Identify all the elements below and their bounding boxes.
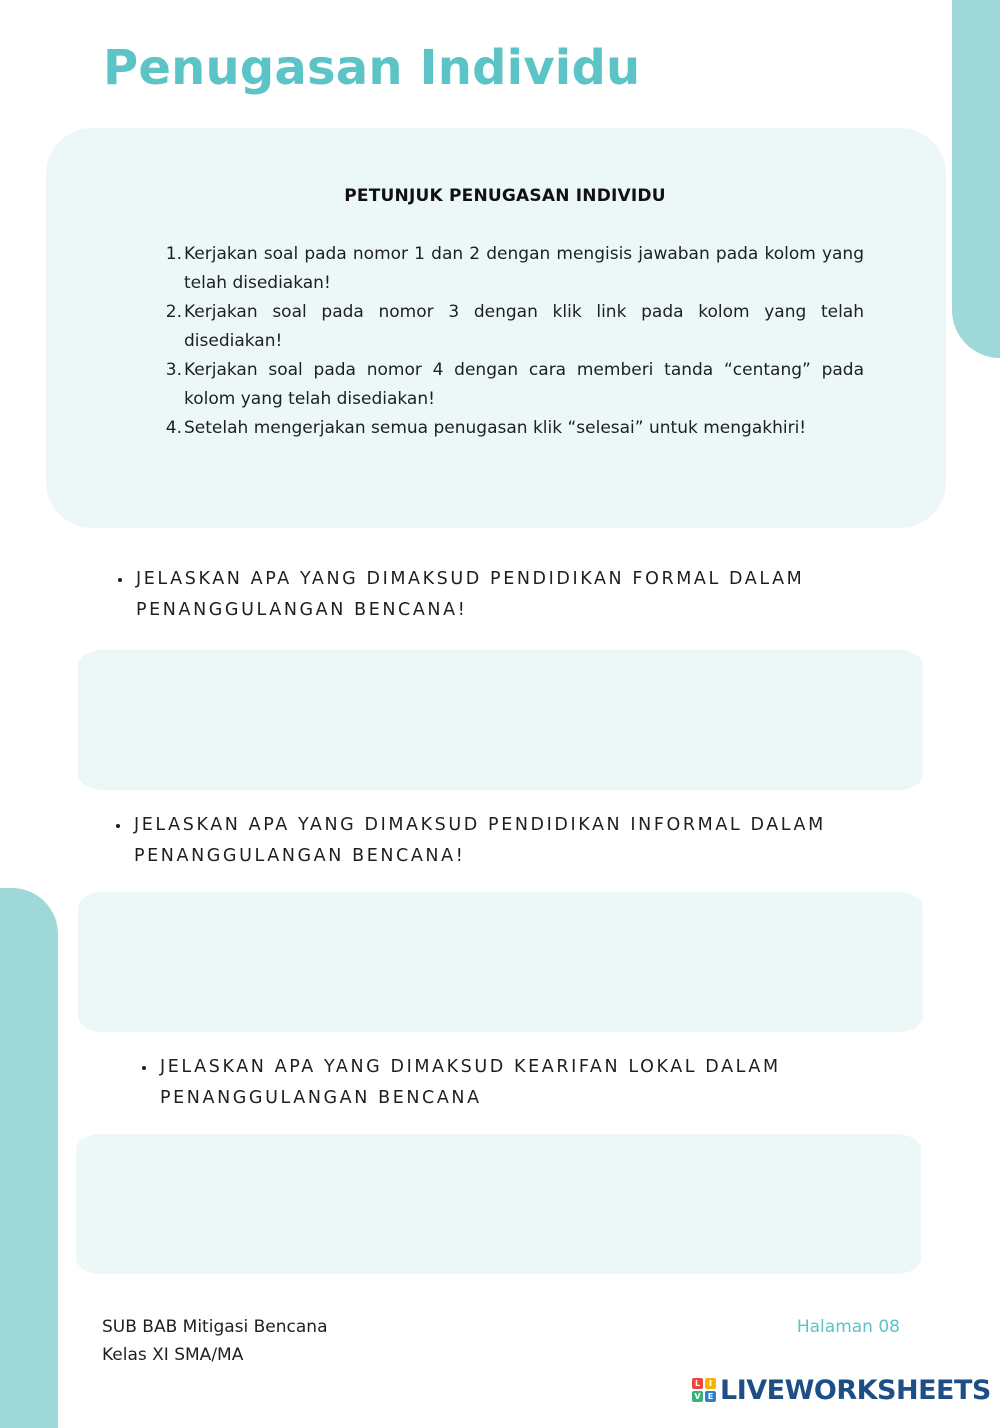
instruction-text: Kerjakan soal pada nomor 4 dengan cara memberi tanda “centang” pada kolom yang telah disediakan! xyxy=(184,360,864,409)
footer-info xyxy=(102,1313,327,1369)
question-item xyxy=(114,810,826,872)
liveworksheets-icon xyxy=(692,1378,716,1402)
logo-letter: L xyxy=(692,1378,703,1389)
instruction-number: 3. xyxy=(165,360,182,380)
logo-letter: E xyxy=(705,1391,716,1402)
instructions-heading: PETUNJUK PENUGASAN INDIVIDU xyxy=(344,186,666,206)
bullet-icon xyxy=(118,578,122,582)
footer-subject: SUB BAB Mitigasi Bencana xyxy=(102,1317,328,1337)
question-2 xyxy=(114,810,826,872)
bullet-icon xyxy=(142,1066,146,1070)
instruction-item xyxy=(156,414,864,443)
question-line: JELASKAN APA YANG DIMAKSUD KEARIFAN LOKAL DALAM xyxy=(160,1057,781,1077)
instruction-item xyxy=(156,356,864,414)
bullet-icon xyxy=(116,824,120,828)
question-item xyxy=(140,1052,781,1114)
instruction-text: Setelah mengerjakan semua penugasan klik “selesai” untuk mengakhiri! xyxy=(184,418,807,438)
decorative-side-shape xyxy=(0,888,58,1428)
question-line: PENANGGULANGAN BENCANA xyxy=(160,1088,482,1108)
instruction-number: 1. xyxy=(165,244,182,264)
answer-field-3[interactable] xyxy=(76,1134,921,1274)
question-line: PENANGGULANGAN BENCANA! xyxy=(134,846,466,866)
instruction-text: Kerjakan soal pada nomor 1 dan 2 dengan mengisis jawaban pada kolom yang telah disediakan! xyxy=(184,244,864,293)
instruction-text: Kerjakan soal pada nomor 3 dengan klik link pada kolom yang telah disediakan! xyxy=(184,302,864,351)
instructions-list xyxy=(156,240,864,443)
brand-name: LIVEWORKSHEETS xyxy=(720,1374,991,1406)
instructions-panel xyxy=(46,128,946,528)
answer-field-1[interactable] xyxy=(78,650,923,790)
instruction-number: 2. xyxy=(165,302,182,322)
logo-letter: V xyxy=(692,1391,703,1402)
question-1 xyxy=(116,564,804,626)
decorative-corner-shape xyxy=(952,0,1000,358)
page-number: Halaman 08 xyxy=(796,1317,900,1337)
logo-letter: I xyxy=(705,1378,716,1389)
question-item xyxy=(116,564,804,626)
answer-field-2[interactable] xyxy=(78,892,923,1032)
footer-class: Kelas XI SMA/MA xyxy=(102,1345,244,1365)
instruction-item xyxy=(156,240,864,298)
question-line: PENANGGULANGAN BENCANA! xyxy=(136,600,468,620)
instruction-item xyxy=(156,298,864,356)
question-3 xyxy=(140,1052,781,1114)
page-title: Penugasan Individu xyxy=(103,40,641,96)
question-line: JELASKAN APA YANG DIMAKSUD PENDIDIKAN INFORMAL DALAM xyxy=(134,815,826,835)
question-line: JELASKAN APA YANG DIMAKSUD PENDIDIKAN FORMAL DALAM xyxy=(136,569,805,589)
instruction-number: 4. xyxy=(165,418,182,438)
liveworksheets-logo xyxy=(692,1374,991,1406)
